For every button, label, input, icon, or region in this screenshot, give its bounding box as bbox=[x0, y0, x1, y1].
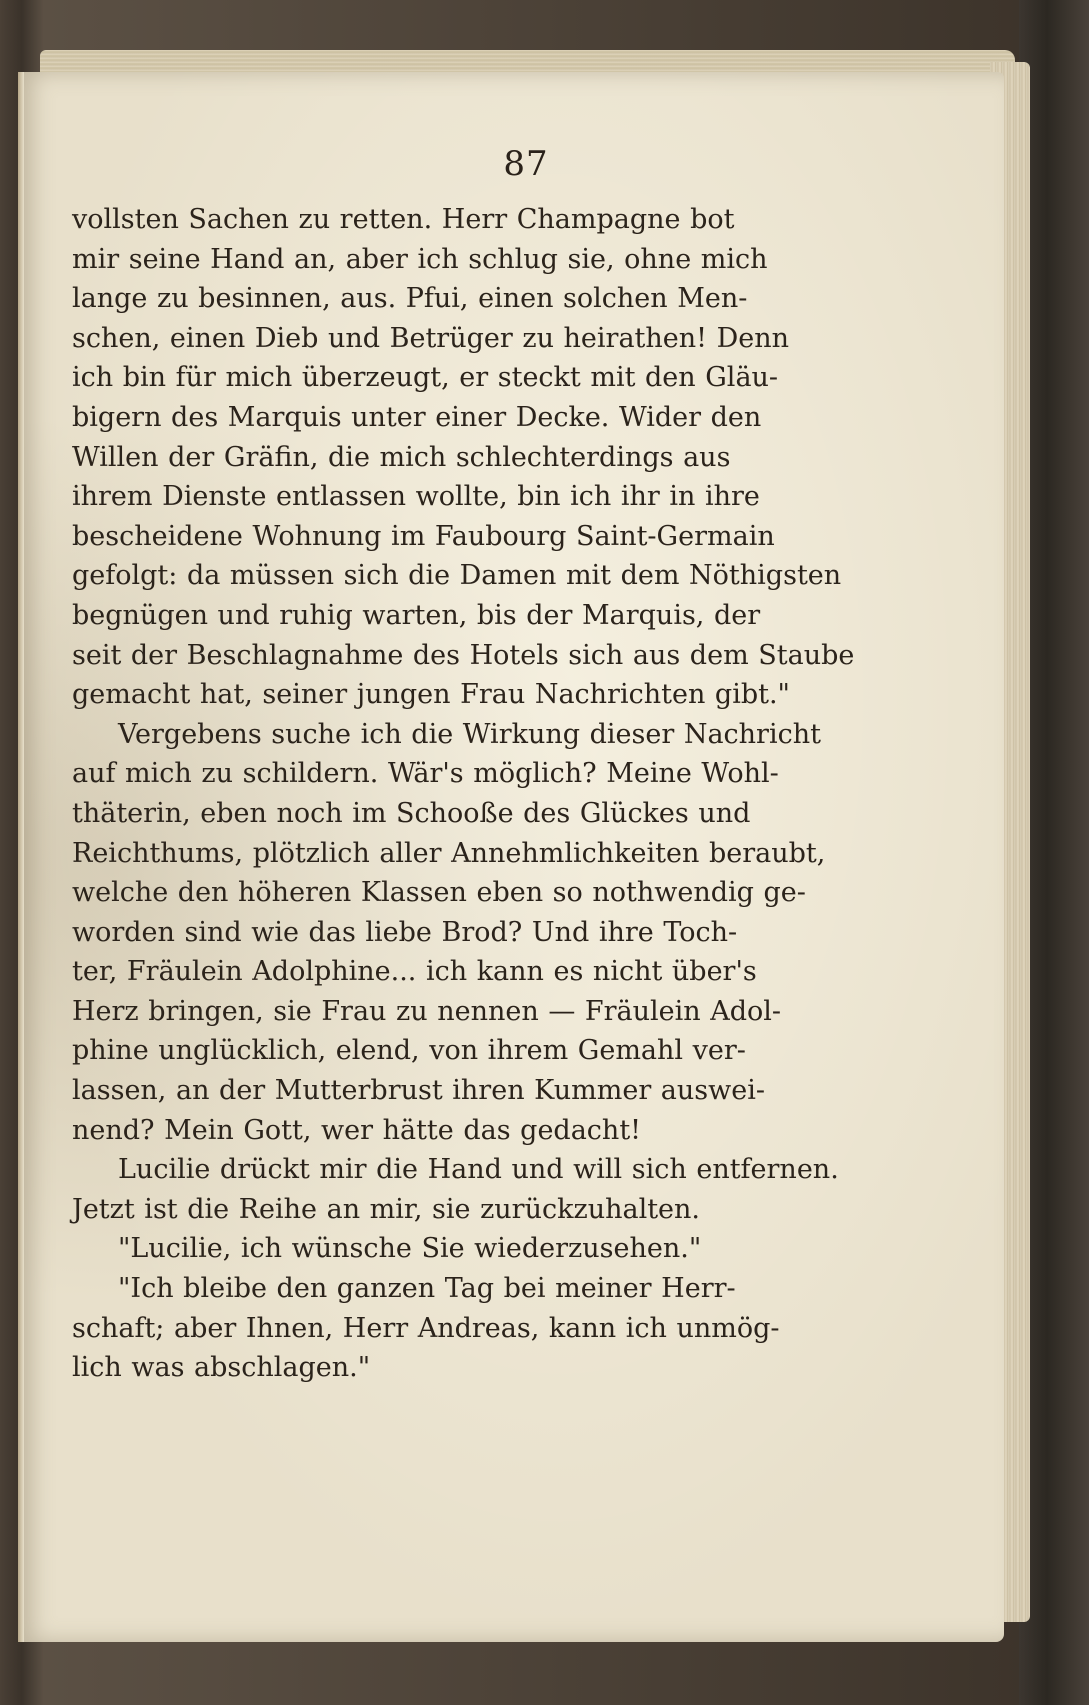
text-line: "Lucilie, ich wünsche Sie wiederzusehen." bbox=[118, 1233, 702, 1265]
text-line: thäterin, eben noch im Schooße des Glückes und bbox=[72, 797, 751, 829]
text-line: gemacht hat, seiner jungen Frau Nachrichten gibt." bbox=[72, 679, 790, 711]
text-line: schaft; aber Ihnen, Herr Andreas, kann ich unmög- bbox=[72, 1312, 780, 1344]
paragraph-2 bbox=[72, 715, 872, 1151]
text-line: phine unglücklich, elend, von ihrem Gemahl ver- bbox=[72, 1035, 746, 1067]
text-line: "Ich bleibe den ganzen Tag bei meiner Herr- bbox=[118, 1273, 736, 1305]
body-text bbox=[72, 200, 872, 1388]
text-line: lange zu besinnen, aus. Pfui, einen solchen Men- bbox=[72, 283, 748, 315]
text-line: gefolgt: da müssen sich die Damen mit dem Nöthigsten bbox=[72, 560, 842, 592]
text-line: Jetzt ist die Reihe an mir, sie zurückzuhalten. bbox=[72, 1193, 700, 1225]
text-line: Reichthums, plötzlich aller Annehmlichkeiten beraubt, bbox=[72, 837, 826, 869]
page-number: 87 bbox=[503, 144, 549, 184]
text-line: ihrem Dienste entlassen wollte, bin ich ihr in ihre bbox=[72, 481, 760, 513]
text-line: ich bin für mich überzeugt, er steckt mit den Gläu- bbox=[72, 362, 779, 394]
text-line: vollsten Sachen zu retten. Herr Champagne bot bbox=[72, 204, 735, 235]
book-page bbox=[18, 72, 1004, 1642]
text-line: seit der Beschlagnahme des Hotels sich aus dem Staube bbox=[72, 639, 855, 671]
text-line: Vergebens suche ich die Wirkung dieser Nachricht bbox=[118, 718, 821, 750]
paragraph-3 bbox=[72, 1150, 872, 1229]
text-line: bescheidene Wohnung im Faubourg Saint-Germain bbox=[72, 520, 775, 552]
paragraph-5 bbox=[72, 1269, 872, 1388]
text-line: worden sind wie das liebe Brod? Und ihre Toch- bbox=[72, 916, 738, 948]
text-line: Lucilie drückt mir die Hand und will sich entfernen. bbox=[118, 1154, 839, 1186]
text-line: lassen, an der Mutterbrust ihren Kummer auswei- bbox=[72, 1075, 765, 1107]
text-line: lich was abschlagen." bbox=[72, 1352, 371, 1384]
text-line: welche den höheren Klassen eben so nothwendig ge- bbox=[72, 877, 806, 909]
text-line: schen, einen Dieb und Betrüger zu heirathen! Denn bbox=[72, 322, 789, 354]
text-line: Willen der Gräfin, die mich schlechterdings aus bbox=[72, 441, 731, 473]
text-line: Herz bringen, sie Frau zu nennen — Fräulein Adol- bbox=[72, 995, 782, 1027]
text-line: begnügen und ruhig warten, bis der Marquis, der bbox=[72, 599, 761, 631]
text-line: bigern des Marquis unter einer Decke. Wider den bbox=[72, 401, 762, 433]
page-gutter bbox=[18, 72, 24, 1642]
text-line: nend? Mein Gott, wer hätte das gedacht! bbox=[72, 1114, 642, 1146]
paragraph-1 bbox=[72, 200, 872, 715]
text-line: ter, Fräulein Adolphine... ich kann es nicht über's bbox=[72, 956, 757, 988]
paragraph-4 bbox=[72, 1229, 872, 1269]
text-line: auf mich zu schildern. Wär's möglich? Meine Wohl- bbox=[72, 758, 779, 790]
text-line: mir seine Hand an, aber ich schlug sie, ohne mich bbox=[72, 243, 768, 275]
